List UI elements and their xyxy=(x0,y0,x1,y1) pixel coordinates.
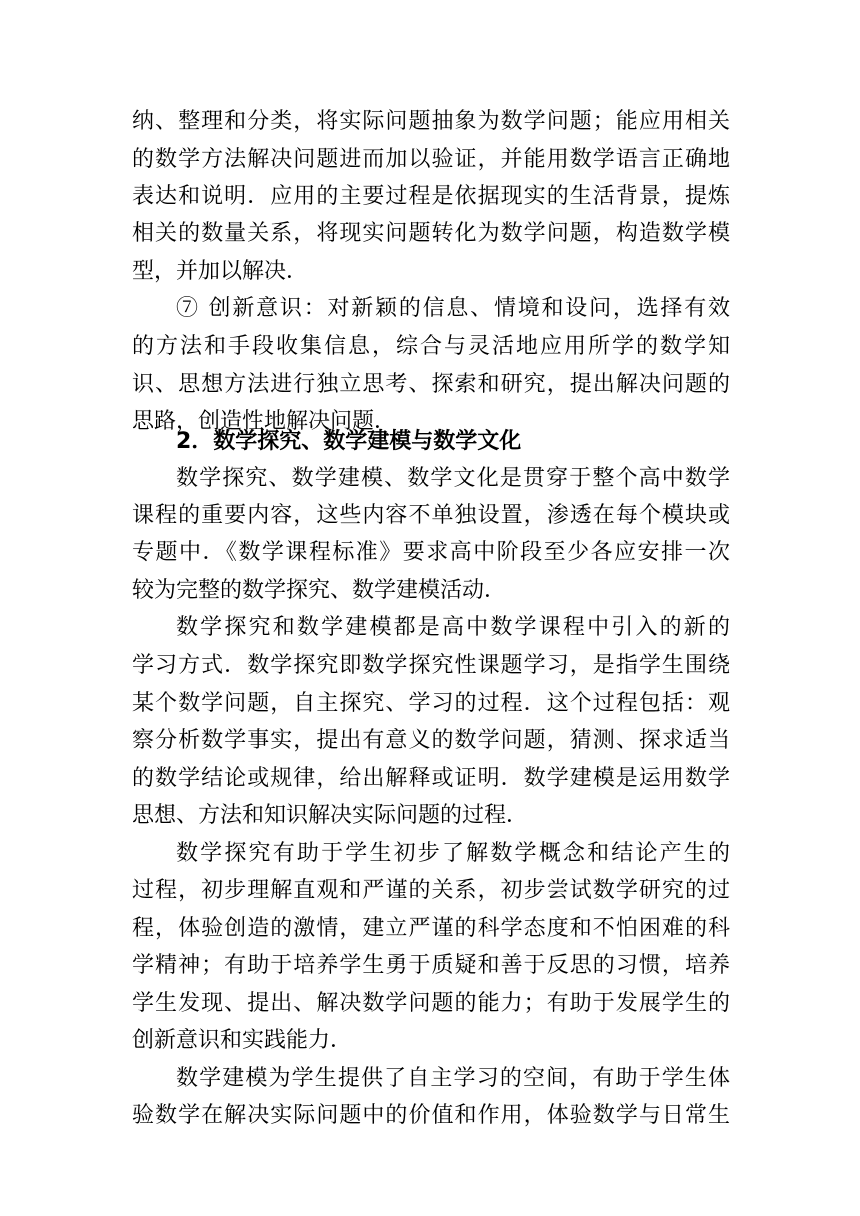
text-line: 相关的数量关系，将现实问题转化为数学问题，构造数学模 xyxy=(132,221,730,246)
paragraph-first-line: 数学探究有助于学生初步了解数学概念和结论产生的 xyxy=(176,841,730,866)
paragraph-first-line: 数学探究、数学建模、数学文化是贯穿于整个高中数学 xyxy=(176,466,730,491)
section-heading: 2．数学探究、数学建模与数学文化 xyxy=(176,429,522,454)
text-line: 程，体验创造的激情，建立严谨的科学态度和不怕困难的科 xyxy=(132,916,730,941)
text-line: 学生发现、提出、解决数学问题的能力；有助于发展学生的 xyxy=(132,991,730,1016)
text-line: 验数学在解决实际问题中的价值和作用，体验数学与日常生 xyxy=(132,1103,730,1128)
paragraph-first-line: 数学建模为学生提供了自主学习的空间，有助于学生体 xyxy=(176,1066,730,1091)
paragraph-first-line: 数学探究和数学建模都是高中数学课程中引入的新的 xyxy=(176,615,730,640)
text-line: 型，并加以解决． xyxy=(132,259,309,284)
text-line: 的数学结论或规律，给出解释或证明．数学建模是运用数学 xyxy=(132,766,730,791)
text-line: 纳、整理和分类，将实际问题抽象为数学问题；能应用相关 xyxy=(132,109,730,134)
text-line: 识、思想方法进行独立思考、探索和研究，提出解决问题的 xyxy=(132,372,730,397)
text-line: 学精神；有助于培养学生勇于质疑和善于反思的习惯，培养 xyxy=(132,953,730,978)
text-line: 学习方式．数学探究即数学探究性课题学习，是指学生围绕 xyxy=(132,653,730,678)
text-line: 创新意识和实践能力． xyxy=(132,1028,353,1053)
text-line: 表达和说明．应用的主要过程是依据现实的生活背景，提炼 xyxy=(132,184,730,209)
text-line: 的方法和手段收集信息，综合与灵活地应用所学的数学知 xyxy=(132,334,730,359)
text-line: 课程的重要内容，这些内容不单独设置，渗透在每个模块或 xyxy=(132,503,730,528)
text-line: 思路，创造性地解决问题． xyxy=(132,409,397,434)
text-line: 某个数学问题，自主探究、学习的过程．这个过程包括：观 xyxy=(132,691,730,716)
text-line: 的数学方法解决问题进而加以验证，并能用数学语言正确地 xyxy=(132,147,730,172)
paragraph-first-line: ⑦ 创新意识：对新颖的信息、情境和设问，选择有效 xyxy=(176,296,730,321)
text-line: 察分析数学事实，提出有意义的数学问题，猜测、探求适当 xyxy=(132,728,730,753)
text-line: 较为完整的数学探究、数学建模活动． xyxy=(132,578,507,603)
text-line: 过程，初步理解直观和严谨的关系，初步尝试数学研究的过 xyxy=(132,878,730,903)
text-line: 专题中．《数学课程标准》要求高中阶段至少各应安排一次 xyxy=(132,540,730,565)
text-line: 思想、方法和知识解决实际问题的过程． xyxy=(132,803,529,828)
